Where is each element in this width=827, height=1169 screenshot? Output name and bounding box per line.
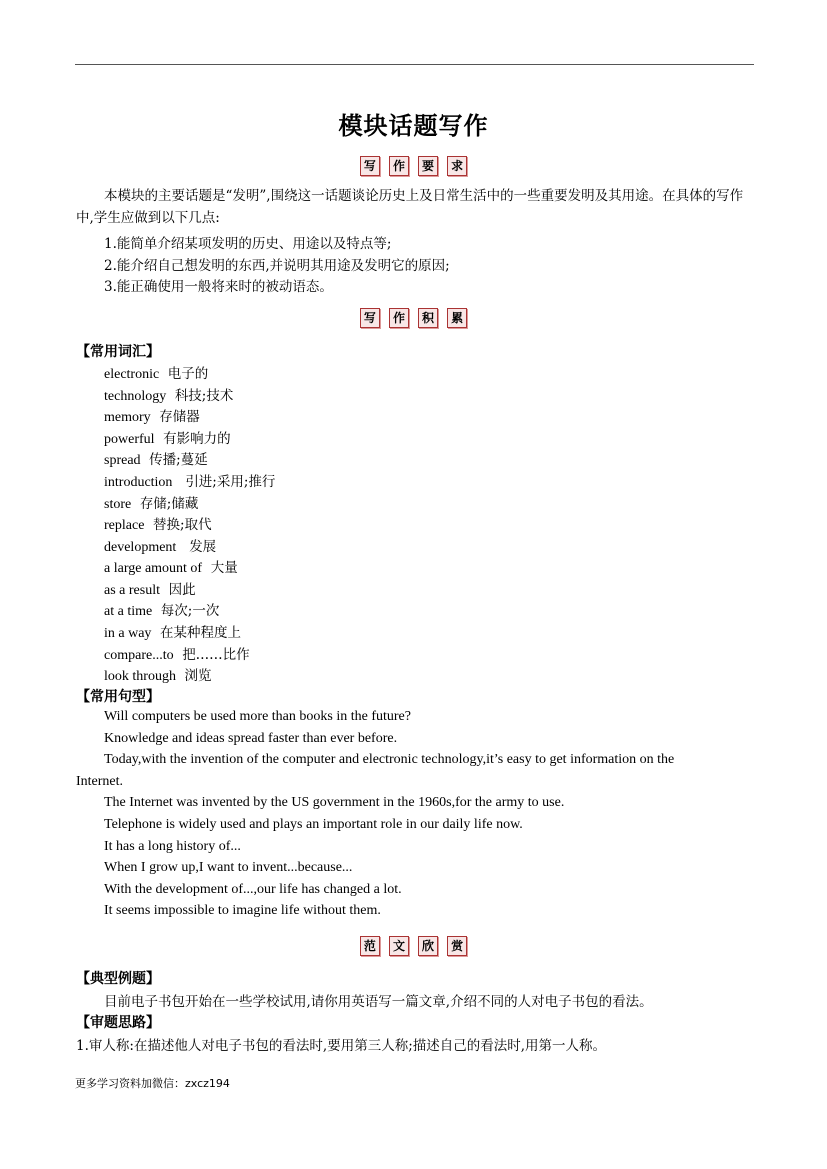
- sentence-item: It seems impossible to imagine life without them.: [104, 903, 381, 918]
- vocab-en: spread: [104, 453, 141, 468]
- vocab-item: [104, 535, 216, 556]
- vocab-en: at a time: [104, 604, 153, 619]
- vocab-zh: 引进;采用;推行: [185, 474, 276, 490]
- footer-note: 更多学习资料加微信：zxcz194: [75, 1077, 230, 1090]
- vocab-zh: 科技;技术: [174, 388, 234, 404]
- vocab-zh: 传播;蔓延: [149, 452, 208, 468]
- vocab-en: powerful: [104, 432, 155, 447]
- vocab-en: technology: [104, 389, 167, 404]
- analysis-header: 【审题思路】: [76, 1015, 160, 1031]
- vocab-zh: 把……比作: [182, 647, 250, 663]
- vocab-item: [104, 470, 275, 491]
- requirements-intro: 本模块的主要话题是“发明”,围绕这一话题谈论历史上及日常生活中的一些重要发明及其用途。在具体的写作中,学生应做到以下几点:: [76, 188, 744, 226]
- sentence-item: It has a long history of...: [104, 839, 241, 854]
- vocab-item: [104, 405, 200, 426]
- vocab-en: replace: [104, 518, 145, 533]
- vocab-item: [104, 556, 238, 577]
- vocab-item: [104, 384, 233, 405]
- vocab-en: store: [104, 497, 132, 512]
- vocab-en: memory: [104, 410, 151, 425]
- vocab-zh: 因此: [168, 582, 196, 598]
- sentences-header: 【常用句型】: [76, 689, 160, 705]
- vocab-zh: 存储;储藏: [139, 496, 199, 512]
- vocab-zh: 浏览: [184, 668, 212, 684]
- vocab-item: [104, 448, 208, 469]
- sentence-item: Knowledge and ideas spread faster than ever before.: [104, 731, 398, 746]
- sentence-item: Telephone is widely used and plays an important role in our daily life now.: [104, 817, 523, 832]
- badge-char: 求: [447, 156, 467, 176]
- badge-char: 要: [418, 156, 438, 176]
- vocab-en: a large amount of: [104, 561, 203, 576]
- badge-char: 作: [389, 308, 409, 328]
- requirement-item: 1.能简单介绍某项发明的历史、用途以及特点等;: [104, 236, 392, 252]
- badge-char: 写: [360, 156, 380, 176]
- section-badge-requirements: [0, 155, 827, 176]
- badge-char: 作: [389, 156, 409, 176]
- badge-char: 赏: [447, 936, 467, 956]
- sentence-item: Will computers be used more than books in the future?: [104, 709, 411, 724]
- vocab-en: in a way: [104, 626, 152, 641]
- section-badge-sample: [0, 935, 827, 956]
- requirement-item: 3.能正确使用一般将来时的被动语态。: [104, 279, 333, 295]
- requirement-item: 2.能介绍自己想发明的东西,并说明其用途及发明它的原因;: [104, 258, 450, 274]
- badge-char: 写: [360, 308, 380, 328]
- sentence-item: Today,with the invention of the computer and electronic technology,it’s easy to get information on the: [104, 752, 675, 767]
- vocab-item: [104, 427, 231, 448]
- vocab-item: [104, 643, 250, 664]
- section-badge-accumulation: [0, 307, 827, 328]
- vocab-item: [104, 664, 212, 685]
- vocab-zh: 电子的: [167, 366, 209, 382]
- vocab-zh: 有影响力的: [163, 431, 231, 447]
- vocab-en: as a result: [104, 583, 160, 598]
- vocab-item: [104, 362, 208, 383]
- sentence-item: When I grow up,I want to invent...because...: [104, 860, 353, 875]
- vocab-en: introduction: [104, 475, 173, 490]
- badge-char: 积: [418, 308, 438, 328]
- vocab-zh: 每次;一次: [160, 603, 220, 619]
- vocab-en: development: [104, 540, 177, 555]
- vocab-en: look through: [104, 669, 176, 684]
- example-header: 【典型例题】: [76, 971, 160, 987]
- badge-char: 欣: [418, 936, 438, 956]
- sentence-item: Internet.: [76, 774, 124, 789]
- vocab-item: [104, 621, 241, 642]
- badge-char: 文: [389, 936, 409, 956]
- vocab-en: compare...to: [104, 648, 174, 663]
- badge-char: 累: [447, 308, 467, 328]
- vocab-header: 【常用词汇】: [76, 344, 160, 360]
- badge-char: 范: [360, 936, 380, 956]
- vocab-item: [104, 492, 198, 513]
- example-text: 目前电子书包开始在一些学校试用,请你用英语写一篇文章,介绍不同的人对电子书包的看法。: [104, 994, 653, 1010]
- vocab-zh: 发展: [189, 539, 217, 555]
- vocab-en: electronic: [104, 367, 160, 382]
- vocab-zh: 存储器: [159, 409, 200, 425]
- sentence-item: With the development of...,our life has changed a lot.: [104, 882, 402, 897]
- header-rule: [75, 64, 754, 65]
- vocab-zh: 大量: [210, 560, 238, 576]
- vocab-item: [104, 578, 196, 599]
- sentence-item: The Internet was invented by the US government in the 1960s,for the army to use.: [104, 795, 565, 810]
- vocab-zh: 替换;取代: [153, 517, 212, 533]
- analysis-text: 1.审人称:在描述他人对电子书包的看法时,要用第三人称;描述自己的看法时,用第一人称。: [76, 1038, 607, 1054]
- vocab-zh: 在某种程度上: [160, 625, 242, 641]
- vocab-item: [104, 513, 212, 534]
- vocab-item: [104, 599, 219, 620]
- page-title: 模块话题写作: [338, 111, 489, 140]
